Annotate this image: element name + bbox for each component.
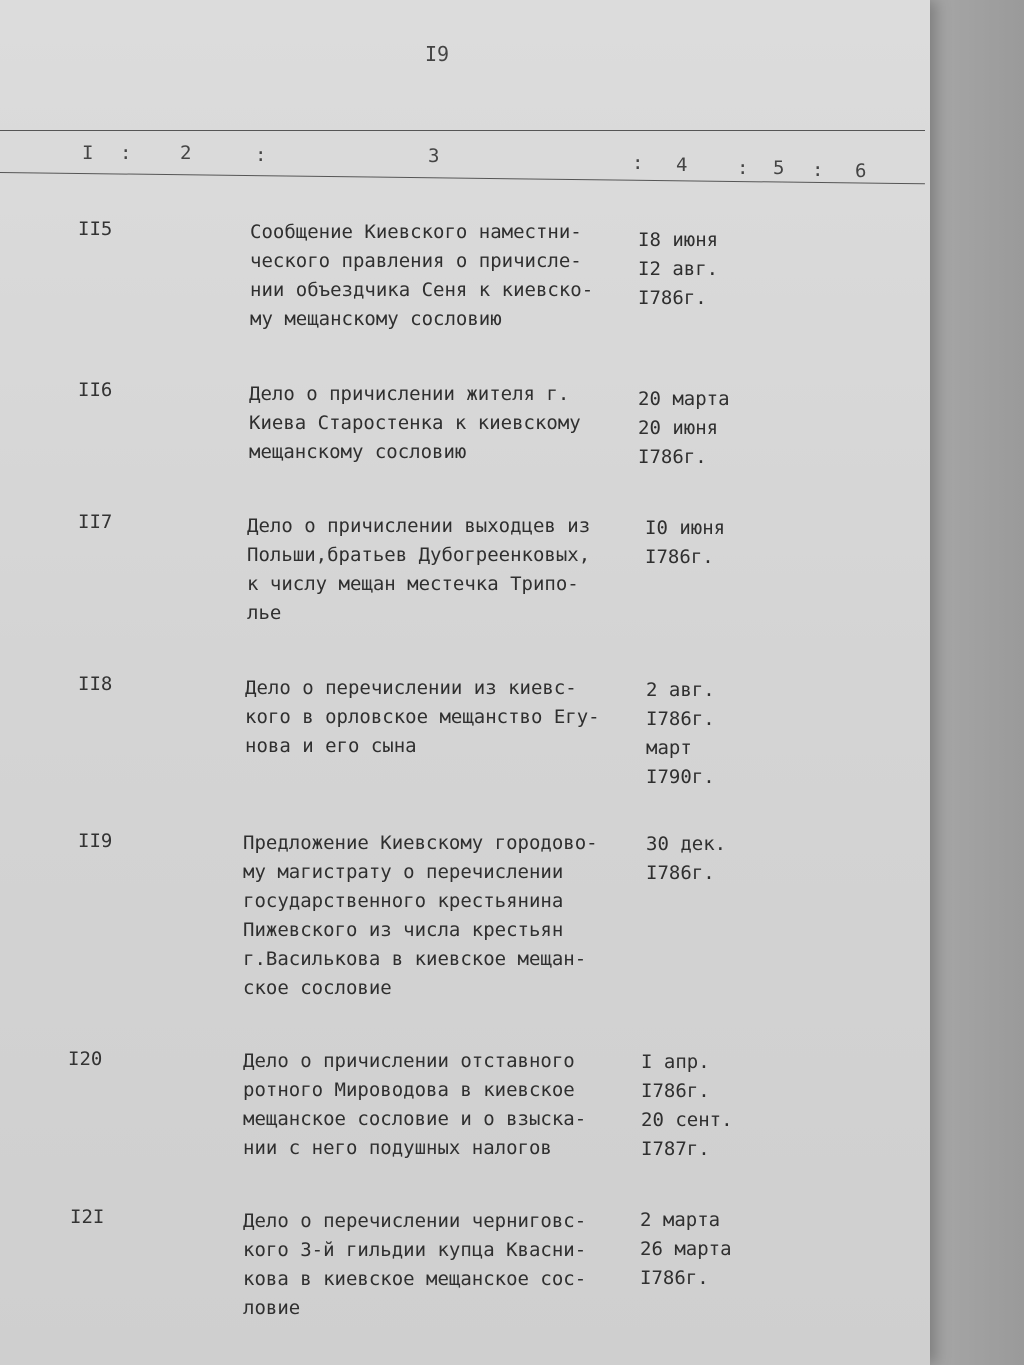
record-number: I20 <box>68 1048 103 1070</box>
record-description: Дело о причислении выходцев из Польши,братьев Дубогреенковых, к числу мещан местечка Трипо- лье <box>247 515 591 624</box>
column-header-5: 5 <box>773 157 785 179</box>
record-number: II6 <box>78 379 113 401</box>
record-number: II7 <box>78 511 113 533</box>
column-separator: : <box>120 142 132 164</box>
record-dates: I0 июня I786г. <box>645 517 726 568</box>
column-separator: : <box>812 159 824 181</box>
record-number: I2I <box>70 1206 105 1228</box>
record-number: II5 <box>78 218 113 240</box>
record-description: Предложение Киевскому городово- му магистрату о перечислении государственного крестьянина Пижевского из числа крестьян г.Василькова в киевское мещан- ское сословие <box>243 832 598 999</box>
record-dates: 2 авг. I786г. март I790г. <box>646 679 715 788</box>
record-dates: 20 марта 20 июня I786г. <box>638 388 730 468</box>
column-header-3: 3 <box>428 145 440 167</box>
record-description: Дело о причислении отставного ротного Мироводова в киевское мещанское сословие и о взыска- нии с него подушных налогов <box>243 1050 587 1159</box>
column-header-4: 4 <box>676 154 688 176</box>
page-number: I9 <box>425 42 450 66</box>
record-description: Дело о причислении жителя г. Киева Старостенка к киевскому мещанскому сословию <box>249 383 581 463</box>
column-header-1: I <box>82 142 94 164</box>
column-separator: : <box>632 152 644 174</box>
record-description: Дело о перечислении из киевс- кого в орловское мещанство Егу- нова и его сына <box>245 677 600 757</box>
column-header-6: 6 <box>855 160 867 182</box>
column-header-2: 2 <box>180 142 192 164</box>
column-separator: : <box>255 144 267 166</box>
record-description: Дело о перечислении черниговс- кого 3-й гильдии купца Квасни- кова в киевское мещанское сос- ловие <box>243 1210 587 1319</box>
record-dates: 30 дек. I786г. <box>646 833 727 884</box>
header-bottom-rule <box>0 172 925 184</box>
record-dates: I8 июня I2 авг. I786г. <box>638 229 719 309</box>
record-number: II9 <box>78 830 113 852</box>
record-dates: I апр. I786г. 20 сент. I787г. <box>641 1051 733 1160</box>
record-dates: 2 марта 26 марта I786г. <box>640 1209 732 1289</box>
record-description: Сообщение Киевского наместни- ческого правления о причисле- нии объездчика Сеня к киевско- му мещанскому сословию <box>250 221 594 330</box>
column-separator: : <box>737 157 749 179</box>
record-number: II8 <box>78 673 113 695</box>
header-top-rule <box>0 130 925 131</box>
